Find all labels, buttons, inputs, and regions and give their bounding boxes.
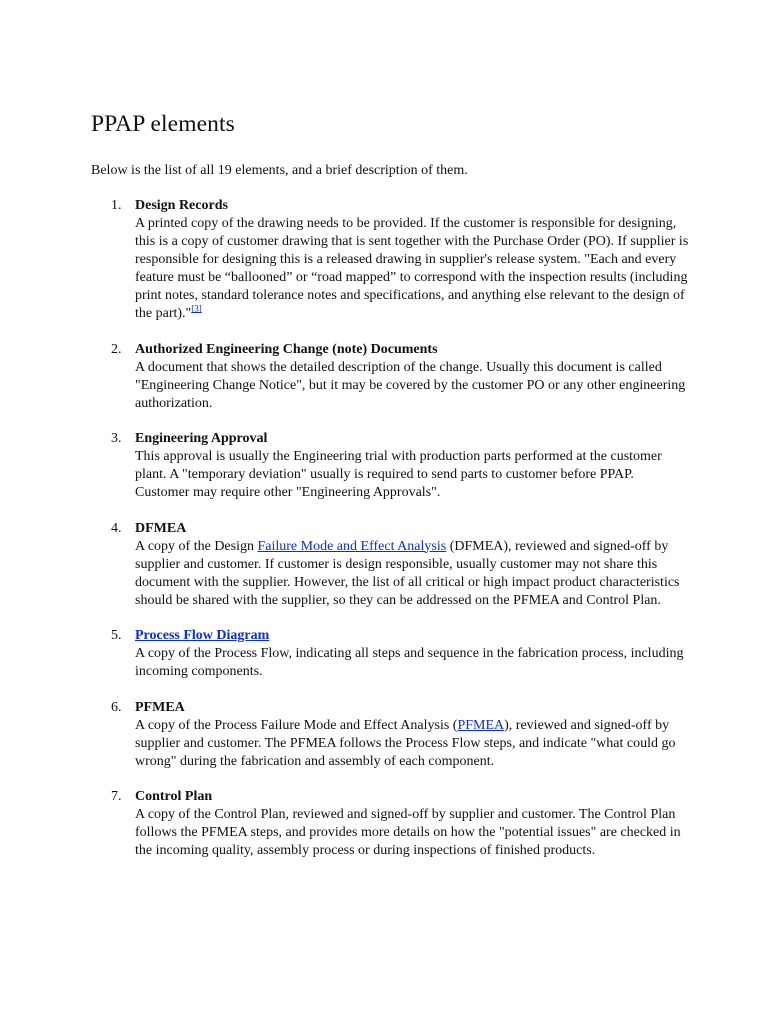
list-item-number: 3. [111, 431, 122, 446]
description-text: A copy of the Process Failure Mode and Effect Analysis ( [135, 717, 458, 733]
intro-paragraph: Below is the list of all 19 elements, and a brief description of them. [91, 163, 468, 178]
list-item-engineering-change [91, 341, 691, 413]
list-item-design-records [91, 197, 691, 323]
list-item-number: 1. [111, 198, 122, 213]
list-item-description: This approval is usually the Engineering trial with production parts performed at the customer plant. A "temporary deviation" usually is required to send parts to customer before PPAP. Customer may require other "Engineering Approvals". [135, 449, 662, 500]
list-item-number: 4. [111, 520, 122, 536]
description-text: A printed copy of the drawing needs to be provided. If the customer is responsible for designing, this is a copy of customer drawing that is sent together with the Purchase Order (PO). If supplier is responsible for designing this is a released drawing in supplier's release system. "Each and every feature must be “ballooned” or “road mapped” to correspond with the inspection results (including print notes, standard tolerance notes and specifications, and anything else relevant to the design of the part)." [135, 216, 689, 321]
list-item-number: 2. [111, 341, 122, 357]
list-item-control-plan [91, 788, 691, 860]
list-item-number: 6. [111, 699, 122, 715]
list-item-heading [135, 627, 691, 645]
list-item-process-flow [91, 627, 691, 681]
fmea-link[interactable]: Failure Mode and Effect Analysis [257, 538, 447, 554]
list-item-heading: Design Records [135, 198, 228, 213]
citation-ref [191, 303, 202, 313]
page-title: PPAP elements [91, 111, 235, 137]
document-page [91, 108, 691, 878]
list-item-description [135, 538, 690, 610]
list-item-pfmea [91, 699, 691, 771]
list-item-number: 7. [111, 789, 122, 804]
citation-link[interactable]: [3] [191, 303, 202, 314]
list-item-description [135, 717, 690, 771]
list-item-heading: Authorized Engineering Change (note) Documents [135, 341, 438, 357]
list-item-description [135, 215, 690, 323]
list-item-number: 5. [111, 628, 122, 643]
description-text: (DFMEA), reviewed and signed-off by supplier and customer. If customer is design responsible, usually customer may not share this document with the supplier. However, the list of all critical or high impact product characteristics should be shared with the supplier, so they can be addressed on the PFMEA and Control Plan. [135, 538, 680, 608]
list-item-description: A document that shows the detailed description of the change. Usually this document is called "Engineering Change Notice", but it may be covered by the customer PO or any other engineering authorization. [135, 359, 686, 411]
pfmea-link[interactable]: PFMEA [457, 717, 505, 733]
list-item-heading: DFMEA [135, 520, 187, 536]
list-item-description: A copy of the Control Plan, reviewed and signed-off by supplier and customer. The Control Plan follows the PFMEA steps, and provides more details on how the "potential issues" are checked in the incoming quality, assembly process or during inspections of finished products. [135, 807, 681, 858]
list-item-description: A copy of the Process Flow, indicating all steps and sequence in the fabrication process, including incoming components. [135, 646, 684, 679]
elements-list [91, 197, 691, 860]
list-item-heading: Engineering Approval [135, 431, 268, 446]
list-item-dfmea [91, 520, 691, 610]
process-flow-diagram-link[interactable]: Process Flow Diagram [135, 628, 270, 643]
description-text: A copy of the Design [135, 538, 258, 554]
list-item-engineering-approval [91, 430, 691, 502]
list-item-heading: Control Plan [135, 789, 213, 804]
list-item-heading: PFMEA [135, 699, 185, 715]
description-text: ), reviewed and signed-off by supplier and customer. The PFMEA follows the Process Flow steps, and indicate "what could go wrong" during the fabrication and assembly of each component. [135, 717, 676, 769]
